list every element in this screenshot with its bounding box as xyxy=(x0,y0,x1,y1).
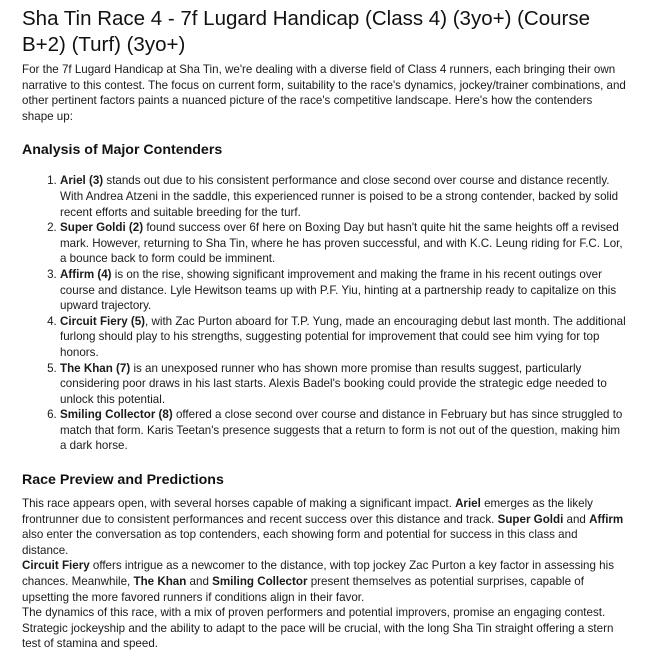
preview-paragraph-2 xyxy=(22,558,627,605)
horse-analysis: stands out due to his consistent performance and close second over course and distance recently. With Andrea Atzeni in the saddle, this experienced runner is poised to be a strong contender, backed by solid recent efforts and suitable breeding for the turf. xyxy=(60,174,619,219)
text-run: offers intrigue as a newcomer to the distance, with top jockey Zac Purton a key factor in assessing his chances. Meanwhile, xyxy=(22,559,614,589)
horse-name: Smiling Collector (8) xyxy=(60,408,173,422)
preview-paragraph-1 xyxy=(22,496,627,558)
horse-name: Affirm (4) xyxy=(60,267,112,281)
horse-name: Circuit Fiery xyxy=(22,559,90,573)
horse-name: Ariel xyxy=(455,497,481,511)
text-run: and xyxy=(563,512,590,526)
preview-heading: Race Preview and Predictions xyxy=(22,472,224,489)
list-item xyxy=(60,220,627,267)
contenders-list xyxy=(22,173,627,454)
horse-name: The Khan xyxy=(133,575,187,589)
list-item xyxy=(60,173,627,220)
text-run: emerges as the likely frontrunner due to consistent performances and recent success over this distance and track. xyxy=(22,497,593,526)
horse-analysis: , with Zac Purton aboard for T.P. Yung, made an encouraging debut last month. The additional furlong should play to his strengths, suggesting potential for improvement that could see him vying for top honors. xyxy=(60,314,626,359)
preview-paragraph-3: The dynamics of this race, with a mix of proven performers and potential improvers, promise an engaging contest. Strategic jockeyship and the ability to adapt to the pace will be crucial, with the long Sha Tin straight offering a stern test of stamina and speed. xyxy=(22,606,614,651)
list-item xyxy=(60,407,627,454)
text-run: present themselves as potential surprises, capable of upsetting the more favored runners if conditions align in their favor. xyxy=(22,575,584,604)
text-run: and xyxy=(186,575,213,589)
horse-name: Ariel (3) xyxy=(60,174,104,188)
contenders-heading: Analysis of Major Contenders xyxy=(22,142,223,159)
list-item xyxy=(60,267,627,314)
horse-name: Smiling Collector xyxy=(212,575,308,589)
horse-name: Super Goldi (2) xyxy=(60,221,144,235)
intro-paragraph: For the 7f Lugard Handicap at Sha Tin, we're dealing with a diverse field of Class 4 runners, each bringing their own narrative to this contest. The focus on current form, suitability to the race's dynamics, jockey/trainer combinations, and other pertinent factors paints a nuanced picture of the race's competitive landscape. Here's how the contenders shape up: xyxy=(22,63,626,123)
horse-name: Super Goldi xyxy=(497,512,564,526)
horse-analysis: is on the rise, showing significant improvement and making the frame in his recent outings over course and distance. Lyle Hewitson teams up with P.F. Yiu, hinting at a partnership ready to capitalize on this upward trajectory. xyxy=(60,267,617,313)
horse-analysis: offered a close second over course and distance in February but has since struggled to match that form. Karis Teetan's presence suggests that a return to form is not out of the question, making him a dark horse. xyxy=(60,408,623,453)
horse-analysis: is an unexposed runner who has shown more promise than results suggest, particularly considering poor draws in his last starts. Alexis Badel's booking could provide the strategic edge needed to unlock this potential. xyxy=(60,361,607,406)
page-title: Sha Tin Race 4 - 7f Lugard Handicap (Class 4) (3yo+) (Course B+2) (Turf) (3yo+) xyxy=(22,7,591,56)
horse-name: Affirm xyxy=(589,512,624,526)
text-run: also enter the conversation as top contenders, each showing form and potential for success in this class and distance. xyxy=(22,528,578,557)
horse-name: The Khan (7) xyxy=(60,361,131,375)
list-item xyxy=(60,361,627,408)
horse-name: Circuit Fiery (5) xyxy=(60,314,146,328)
text-run: This race appears open, with several horses capable of making a significant impact. xyxy=(22,497,456,511)
horse-analysis: found success over 6f here on Boxing Day but hasn't quite hit the same heights off a revised mark. However, returning to Sha Tin, where he has proven successful, and with K.C. Leung riding for F.C. Lor, a bounce back to form could be imminent. xyxy=(60,221,623,266)
list-item xyxy=(60,314,627,361)
